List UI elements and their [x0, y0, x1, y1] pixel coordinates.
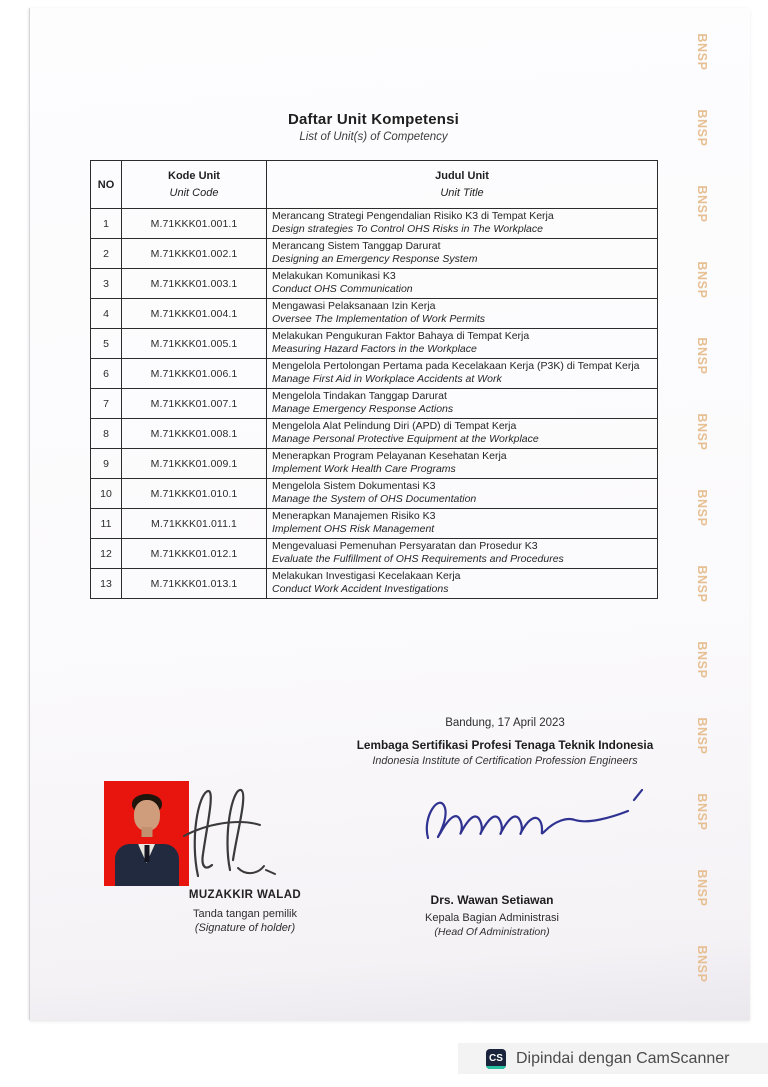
- table-row: [91, 509, 658, 539]
- unit-title-english: Evaluate the Fulfillment of OHS Requirements and Procedures: [272, 553, 564, 565]
- unit-title-cell: [267, 299, 658, 329]
- table-row: [91, 299, 658, 329]
- holder-name: MUZAKKIR WALAD: [188, 889, 302, 901]
- unit-title-english: Implement Work Health Care Programs: [272, 463, 456, 475]
- unit-title-english: Manage Personal Protective Equipment at the Workplace: [272, 433, 539, 445]
- bnsp-watermark: BNSP: [695, 641, 709, 679]
- page-subtitle: List of Unit(s) of Competency: [299, 131, 448, 143]
- bnsp-watermark: BNSP: [695, 413, 709, 451]
- row-number: 3: [91, 269, 122, 299]
- organization-name-english: Indonesia Institute of Certification Profession Engineers: [372, 755, 638, 767]
- bnsp-watermark: BNSP: [695, 793, 709, 831]
- unit-title-indonesian: Melakukan Komunikasi K3: [272, 270, 396, 282]
- organization-name: Lembaga Sertifikasi Profesi Tenaga Teknik Indonesia: [356, 738, 654, 752]
- unit-title-english: Oversee The Implementation of Work Permits: [272, 313, 485, 325]
- unit-code: M.71KKK01.002.1: [122, 239, 267, 269]
- holder-name-block: [150, 889, 340, 934]
- unit-title-indonesian: Mengelola Tindakan Tanggap Darurat: [272, 390, 447, 402]
- holder-caption-indonesian: Tanda tangan pemilik: [193, 908, 297, 920]
- bnsp-watermark: BNSP: [695, 945, 709, 983]
- camscanner-footer-bar: [458, 1043, 768, 1074]
- bnsp-watermark: BNSP: [695, 33, 709, 71]
- administrator-signature: [418, 786, 653, 854]
- bnsp-watermark: BNSP: [695, 337, 709, 375]
- unit-title-english: Manage the System of OHS Documentation: [272, 493, 477, 505]
- signer-title-indonesian: Kepala Bagian Administrasi: [425, 912, 559, 924]
- unit-code: M.71KKK01.006.1: [122, 359, 267, 389]
- bnsp-watermark: BNSP: [695, 565, 709, 603]
- unit-title-indonesian: Menerapkan Manajemen Risiko K3: [272, 510, 436, 522]
- unit-title-indonesian: Mengawasi Pelaksanaan Izin Kerja: [272, 300, 436, 312]
- row-number: 4: [91, 299, 122, 329]
- bnsp-watermark: BNSP: [695, 261, 709, 299]
- holder-caption-english: (Signature of holder): [194, 922, 296, 934]
- unit-title-english: Design strategies To Control OHS Risks in The Workplace: [272, 223, 543, 235]
- unit-title-indonesian: Merancang Sistem Tanggap Darurat: [272, 240, 441, 252]
- table-row: [91, 359, 658, 389]
- table-row: [91, 479, 658, 509]
- unit-title-indonesian: Mengelola Sistem Dokumentasi K3: [272, 480, 436, 492]
- holder-signature: [178, 778, 293, 886]
- bnsp-watermark: BNSP: [695, 109, 709, 147]
- unit-title-cell: [267, 479, 658, 509]
- unit-code: M.71KKK01.004.1: [122, 299, 267, 329]
- table-row: [91, 209, 658, 239]
- unit-title-cell: [267, 389, 658, 419]
- unit-title-cell: [267, 449, 658, 479]
- photo-neck: [141, 827, 152, 837]
- unit-code: M.71KKK01.003.1: [122, 269, 267, 299]
- row-number: 7: [91, 389, 122, 419]
- unit-title-cell: [267, 359, 658, 389]
- camscanner-icon-accent: [486, 1066, 506, 1069]
- unit-title-cell: [267, 329, 658, 359]
- unit-code: M.71KKK01.011.1: [122, 509, 267, 539]
- row-number: 9: [91, 449, 122, 479]
- header-unit-title: Judul Unit Unit Title: [267, 161, 658, 209]
- bnsp-watermark: BNSP: [695, 489, 709, 527]
- table-row: [91, 329, 658, 359]
- photo-tie: [144, 845, 149, 862]
- unit-title-indonesian: Menerapkan Program Pelayanan Kesehatan Kerja: [272, 450, 507, 462]
- table-row: [91, 419, 658, 449]
- unit-code: M.71KKK01.009.1: [122, 449, 267, 479]
- unit-title-cell: [267, 239, 658, 269]
- signer-name: Drs. Wawan Setiawan: [430, 893, 554, 907]
- unit-title-indonesian: Melakukan Investigasi Kecelakaan Kerja: [272, 570, 461, 582]
- table-row: [91, 269, 658, 299]
- camscanner-icon: [486, 1049, 506, 1069]
- document-title-block: [90, 111, 657, 143]
- unit-code: M.71KKK01.005.1: [122, 329, 267, 359]
- unit-title-cell: [267, 269, 658, 299]
- row-number: 6: [91, 359, 122, 389]
- row-number: 10: [91, 479, 122, 509]
- page-title: Daftar Unit Kompetensi: [287, 111, 460, 128]
- bnsp-watermark: BNSP: [695, 717, 709, 755]
- table-row: [91, 569, 658, 599]
- row-number: 8: [91, 419, 122, 449]
- row-number: 1: [91, 209, 122, 239]
- header-unit-code: Kode Unit Unit Code: [122, 161, 267, 209]
- unit-code: M.71KKK01.001.1: [122, 209, 267, 239]
- unit-title-cell: [267, 419, 658, 449]
- unit-title-english: Manage Emergency Response Actions: [272, 403, 454, 415]
- unit-title-indonesian: Mengelola Alat Pelindung Diri (APD) di Tempat Kerja: [272, 420, 517, 432]
- row-number: 11: [91, 509, 122, 539]
- photo-suit: [115, 844, 179, 886]
- competency-units-table: [90, 160, 658, 599]
- unit-title-english: Conduct OHS Communication: [272, 283, 413, 295]
- unit-title-cell: [267, 209, 658, 239]
- unit-title-cell: [267, 509, 658, 539]
- place-and-date: Bandung, 17 April 2023: [445, 717, 565, 729]
- row-number: 5: [91, 329, 122, 359]
- unit-title-english: Implement OHS Risk Management: [272, 523, 435, 535]
- unit-code: M.71KKK01.008.1: [122, 419, 267, 449]
- unit-title-indonesian: Mengelola Pertolongan Pertama pada Kecelakaan Kerja (P3K) di Tempat Kerja: [272, 360, 640, 372]
- bnsp-watermark: BNSP: [695, 869, 709, 907]
- bnsp-watermark: BNSP: [695, 185, 709, 223]
- camscanner-caption: Dipindai dengan CamScanner: [516, 1049, 730, 1067]
- unit-title-indonesian: Merancang Strategi Pengendalian Risiko K3 di Tempat Kerja: [272, 210, 554, 222]
- unit-code: M.71KKK01.010.1: [122, 479, 267, 509]
- unit-code: M.71KKK01.013.1: [122, 569, 267, 599]
- row-number: 12: [91, 539, 122, 569]
- table-row: [91, 449, 658, 479]
- signer-title-english: (Head Of Administration): [434, 926, 550, 938]
- table-header-row: [91, 161, 658, 209]
- unit-title-english: Manage First Aid in Workplace Accidents at Work: [272, 373, 502, 385]
- holder-photo: [104, 781, 189, 886]
- unit-title-indonesian: Melakukan Pengukuran Faktor Bahaya di Tempat Kerja: [272, 330, 530, 342]
- unit-title-indonesian: Mengevaluasi Pemenuhan Persyaratan dan Prosedur K3: [272, 540, 538, 552]
- unit-title-english: Conduct Work Accident Investigations: [272, 583, 449, 595]
- unit-title-english: Measuring Hazard Factors in the Workplace: [272, 343, 477, 355]
- unit-code: M.71KKK01.007.1: [122, 389, 267, 419]
- issuance-block: [330, 717, 680, 767]
- unit-title-cell: [267, 539, 658, 569]
- unit-title-cell: [267, 569, 658, 599]
- table-row: [91, 539, 658, 569]
- signer-block: [392, 893, 592, 938]
- table-row: [91, 389, 658, 419]
- unit-title-english: Designing an Emergency Response System: [272, 253, 478, 265]
- row-number: 13: [91, 569, 122, 599]
- row-number: 2: [91, 239, 122, 269]
- camscanner-icon-label: CS: [489, 1053, 503, 1064]
- unit-code: M.71KKK01.012.1: [122, 539, 267, 569]
- header-no: NO: [91, 161, 122, 209]
- table-row: [91, 239, 658, 269]
